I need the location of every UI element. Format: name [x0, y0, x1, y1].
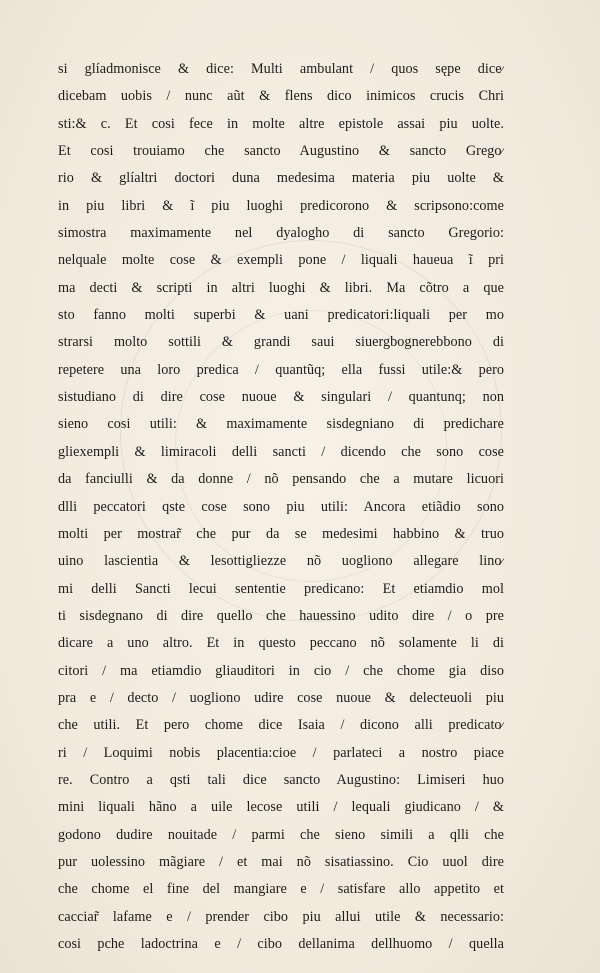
- text-line: sieno cosi utili: & maximamente sisdegniano di predichare: [58, 416, 504, 433]
- text-line: ri / Loquimi nobis placentia:cioe / parlateci a nostro piace: [58, 744, 504, 761]
- text-line: da fanciulli & da donne / nõ pensando che a mutare licuori: [58, 471, 504, 488]
- text-line: rio & glíaltri doctori duna medesima materia piu uolte &: [58, 170, 504, 187]
- text-line: pur uolessino mãgiare / et mai nõ sisatiassino. Cio uuol dire: [58, 853, 504, 870]
- text-line: mi delli Sancti lecui sententie predicano: Et etiamdio mol: [58, 580, 504, 597]
- text-line: molti per mostrar̃ che pur da se medesimi habbino & truo: [58, 525, 504, 542]
- text-line: ti sisdegnano di dire quello che hauessino udito dire / o pre: [58, 607, 504, 624]
- text-line: ma decti & scripti in altri luoghi & libri. Ma cõtro a que: [58, 279, 504, 296]
- text-line: sti:& c. Et cosi fece in molte altre epistole assai piu uolte.: [58, 115, 504, 132]
- text-line: repetere una loro predica / quantũq; ella fussi utile:& pero: [58, 361, 504, 378]
- text-line: citori / ma etiamdio gliauditori in cio / che chome gia diso: [58, 662, 504, 679]
- text-line: in piu libri & ĩ piu luoghi predicorono & scripsono:come: [58, 197, 504, 214]
- incunable-text-block: [58, 56, 504, 958]
- text-line: che utili. Et pero chome dice Isaia / dicono alli predicato⁄: [58, 717, 504, 734]
- text-line: dicare a uno altro. Et in questo peccano nõ solamente li di: [58, 635, 504, 652]
- text-line: pra e / decto / uogliono udire cose nuoue & delecteuoli piu: [58, 689, 504, 706]
- text-line: dlli peccatori qste cose sono piu utili: Ancora etiãdio sono: [58, 498, 504, 515]
- text-line: sto fanno molti superbi & uani predicatori:liquali per mo: [58, 307, 504, 324]
- text-line: nelquale molte cose & exempli pone / liquali haueua ĩ pri: [58, 252, 504, 269]
- text-line: strarsi molto sottili & grandi saui siuergbognerebbono di: [58, 334, 504, 351]
- text-line: mini liquali hãno a uile lecose utili / lequali giudicano / &: [58, 799, 504, 816]
- text-line: gliexempli & limiracoli delli sancti / dicendo che sono cose: [58, 443, 504, 460]
- text-line: re. Contro a qsti tali dice sancto Augustino: Limiseri huo: [58, 771, 504, 788]
- text-line: sistudiano di dire cose nuoue & singulari / quantunq; non: [58, 389, 504, 406]
- text-line: godono dudire nouitade / parmi che sieno simili a qlli che: [58, 826, 504, 843]
- text-line: cosi pche ladoctrina e / cibo dellanima dellhuomo / quella: [58, 936, 504, 952]
- text-line: che chome el fine del mangiare e / satisfare allo appetito et: [58, 881, 504, 898]
- text-line: cacciar̃ lafame e / prender cibo piu allui utile & necessario:: [58, 908, 504, 925]
- text-line: dicebam uobis / nunc aũt & flens dico inimicos crucis Chri: [58, 88, 504, 105]
- text-line: Et cosi trouiamo che sancto Augustino & sancto Grego⁄: [58, 143, 504, 160]
- text-line: uino lascientia & lesottigliezze nõ uogliono allegare lino⁄: [58, 553, 504, 570]
- text-line: si glíadmonisce & dice: Multi ambulant / quos sępe dice⁄: [58, 61, 504, 77]
- text-line: simostra maximamente nel dyalogho di sancto Gregorio:: [58, 225, 504, 242]
